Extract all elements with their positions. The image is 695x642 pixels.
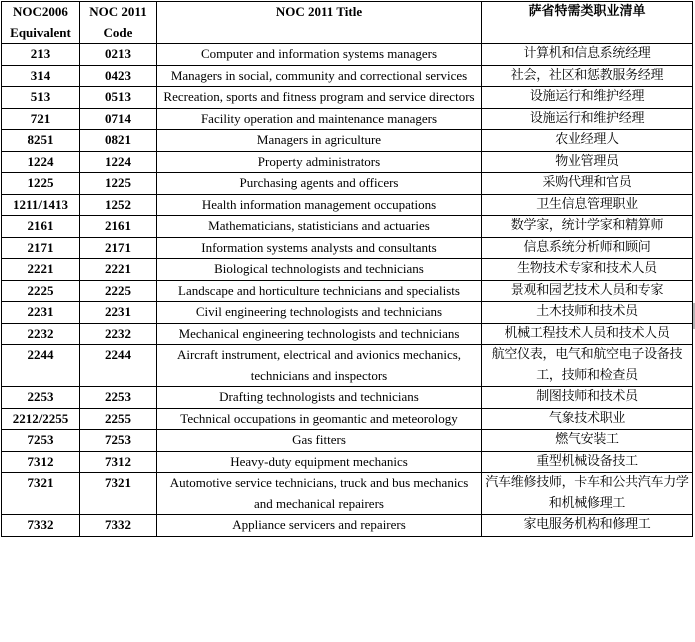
cell-noc2011-title: Gas fitters xyxy=(157,430,482,452)
table-row xyxy=(2,194,693,216)
table-row xyxy=(2,259,693,281)
cell-noc2011-title: Appliance servicers and repairers xyxy=(157,515,482,537)
cell-noc2011-code: 2171 xyxy=(80,237,157,259)
table-row xyxy=(2,515,693,537)
cell-noc2006: 2161 xyxy=(2,216,80,238)
cell-cn-title: 社会，社区和惩教服务经理 xyxy=(482,65,693,87)
cell-cn-title: 燃气安装工 xyxy=(482,430,693,452)
cell-noc2011-code: 7332 xyxy=(80,515,157,537)
cell-noc2011-code: 1252 xyxy=(80,194,157,216)
cell-noc2006: 1225 xyxy=(2,173,80,195)
header-noc2011-title: NOC 2011 Title xyxy=(157,2,482,44)
cell-noc2011-code: 1224 xyxy=(80,151,157,173)
cell-noc2011-code: 2255 xyxy=(80,408,157,430)
cell-noc2011-title: Automotive service technicians, truck and bus mechanics and mechanical repairers xyxy=(157,473,482,515)
header-noc2011-code: NOC 2011 Code xyxy=(80,2,157,44)
cell-noc2011-title: Drafting technologists and technicians xyxy=(157,387,482,409)
cell-cn-title: 生物技术专家和技术人员 xyxy=(482,259,693,281)
table-row xyxy=(2,280,693,302)
cell-noc2006: 721 xyxy=(2,108,80,130)
table-row xyxy=(2,130,693,152)
noc-occupation-table xyxy=(1,1,693,537)
cell-noc2006: 2212/2255 xyxy=(2,408,80,430)
cell-noc2011-title: Aircraft instrument, electrical and avionics mechanics, technicians and inspectors xyxy=(157,345,482,387)
cell-noc2006: 8251 xyxy=(2,130,80,152)
cell-noc2011-title: Mathematicians, statisticians and actuaries xyxy=(157,216,482,238)
cell-noc2011-title: Facility operation and maintenance managers xyxy=(157,108,482,130)
cell-noc2006: 2225 xyxy=(2,280,80,302)
cell-cn-title: 信息系统分析师和顾问 xyxy=(482,237,693,259)
cell-noc2011-title: Heavy-duty equipment mechanics xyxy=(157,451,482,473)
table-row xyxy=(2,451,693,473)
cell-cn-title: 设施运行和维护经理 xyxy=(482,108,693,130)
cell-noc2011-code: 2221 xyxy=(80,259,157,281)
cell-noc2011-code: 2161 xyxy=(80,216,157,238)
cell-noc2011-title: Mechanical engineering technologists and technicians xyxy=(157,323,482,345)
table-row xyxy=(2,173,693,195)
cell-noc2006: 513 xyxy=(2,87,80,109)
cell-noc2011-code: 2232 xyxy=(80,323,157,345)
table-row xyxy=(2,87,693,109)
cell-noc2011-code: 0714 xyxy=(80,108,157,130)
cell-noc2006: 1224 xyxy=(2,151,80,173)
cell-noc2011-title: Managers in social, community and correctional services xyxy=(157,65,482,87)
cell-noc2006: 7312 xyxy=(2,451,80,473)
cell-cn-title: 制图技师和技术员 xyxy=(482,387,693,409)
cell-noc2011-title: Health information management occupations xyxy=(157,194,482,216)
cell-noc2011-title: Purchasing agents and officers xyxy=(157,173,482,195)
cell-noc2011-title: Property administrators xyxy=(157,151,482,173)
cell-noc2006: 1211/1413 xyxy=(2,194,80,216)
cell-cn-title: 家电服务机构和修理工 xyxy=(482,515,693,537)
cell-noc2011-code: 1225 xyxy=(80,173,157,195)
cell-noc2011-code: 2231 xyxy=(80,302,157,324)
cell-cn-title: 设施运行和维护经理 xyxy=(482,87,693,109)
cell-noc2011-code: 0821 xyxy=(80,130,157,152)
cell-cn-title: 机械工程技术人员和技术人员 xyxy=(482,323,693,345)
cell-noc2011-code: 0213 xyxy=(80,44,157,66)
cell-cn-title: 土木技师和技术员 xyxy=(482,302,693,324)
cell-cn-title: 航空仪表，电气和航空电子设备技工，技师和检查员 xyxy=(482,345,693,387)
cell-noc2006: 213 xyxy=(2,44,80,66)
cell-noc2011-title: Information systems analysts and consultants xyxy=(157,237,482,259)
cell-noc2006: 2253 xyxy=(2,387,80,409)
cell-noc2006: 2232 xyxy=(2,323,80,345)
cell-cn-title: 重型机械设备技工 xyxy=(482,451,693,473)
cell-noc2011-title: Managers in agriculture xyxy=(157,130,482,152)
cell-noc2011-title: Biological technologists and technicians xyxy=(157,259,482,281)
table-row xyxy=(2,408,693,430)
cell-noc2006: 2221 xyxy=(2,259,80,281)
table-row xyxy=(2,302,693,324)
cell-noc2011-title: Technical occupations in geomantic and meteorology xyxy=(157,408,482,430)
table-row xyxy=(2,323,693,345)
document-page xyxy=(1,1,692,537)
table-row xyxy=(2,216,693,238)
cell-noc2011-title: Civil engineering technologists and technicians xyxy=(157,302,482,324)
cell-noc2011-code: 0513 xyxy=(80,87,157,109)
table-row xyxy=(2,108,693,130)
cell-cn-title: 气象技术职业 xyxy=(482,408,693,430)
cell-noc2006: 2244 xyxy=(2,345,80,387)
table-row xyxy=(2,237,693,259)
table-row xyxy=(2,430,693,452)
table-row xyxy=(2,387,693,409)
table-row xyxy=(2,44,693,66)
table-row xyxy=(2,473,693,515)
cell-cn-title: 数学家，统计学家和精算师 xyxy=(482,216,693,238)
cell-noc2011-code: 0423 xyxy=(80,65,157,87)
cell-noc2011-code: 7312 xyxy=(80,451,157,473)
table-row xyxy=(2,151,693,173)
cell-noc2011-code: 2253 xyxy=(80,387,157,409)
cell-noc2006: 7332 xyxy=(2,515,80,537)
header-cn-list: 萨省特需类职业清单 xyxy=(482,2,693,44)
cell-cn-title: 景观和园艺技术人员和专家 xyxy=(482,280,693,302)
table-header-row xyxy=(2,2,693,44)
cell-noc2011-code: 7253 xyxy=(80,430,157,452)
cell-noc2006: 314 xyxy=(2,65,80,87)
table-row xyxy=(2,345,693,387)
cell-cn-title: 汽车维修技师，卡车和公共汽车力学和机械修理工 xyxy=(482,473,693,515)
cell-cn-title: 农业经理人 xyxy=(482,130,693,152)
cell-cn-title: 物业管理员 xyxy=(482,151,693,173)
cell-noc2011-code: 2225 xyxy=(80,280,157,302)
cell-noc2011-title: Computer and information systems managers xyxy=(157,44,482,66)
cell-cn-title: 计算机和信息系统经理 xyxy=(482,44,693,66)
cell-noc2011-title: Recreation, sports and fitness program and service directors xyxy=(157,87,482,109)
cell-noc2011-code: 7321 xyxy=(80,473,157,515)
cell-cn-title: 采购代理和官员 xyxy=(482,173,693,195)
cell-noc2011-title: Landscape and horticulture technicians and specialists xyxy=(157,280,482,302)
header-noc2006: NOC2006 Equivalent xyxy=(2,2,80,44)
cell-noc2006: 7253 xyxy=(2,430,80,452)
cell-noc2006: 7321 xyxy=(2,473,80,515)
cell-noc2006: 2171 xyxy=(2,237,80,259)
cell-noc2011-code: 2244 xyxy=(80,345,157,387)
table-row xyxy=(2,65,693,87)
cell-noc2006: 2231 xyxy=(2,302,80,324)
cell-cn-title: 卫生信息管理职业 xyxy=(482,194,693,216)
